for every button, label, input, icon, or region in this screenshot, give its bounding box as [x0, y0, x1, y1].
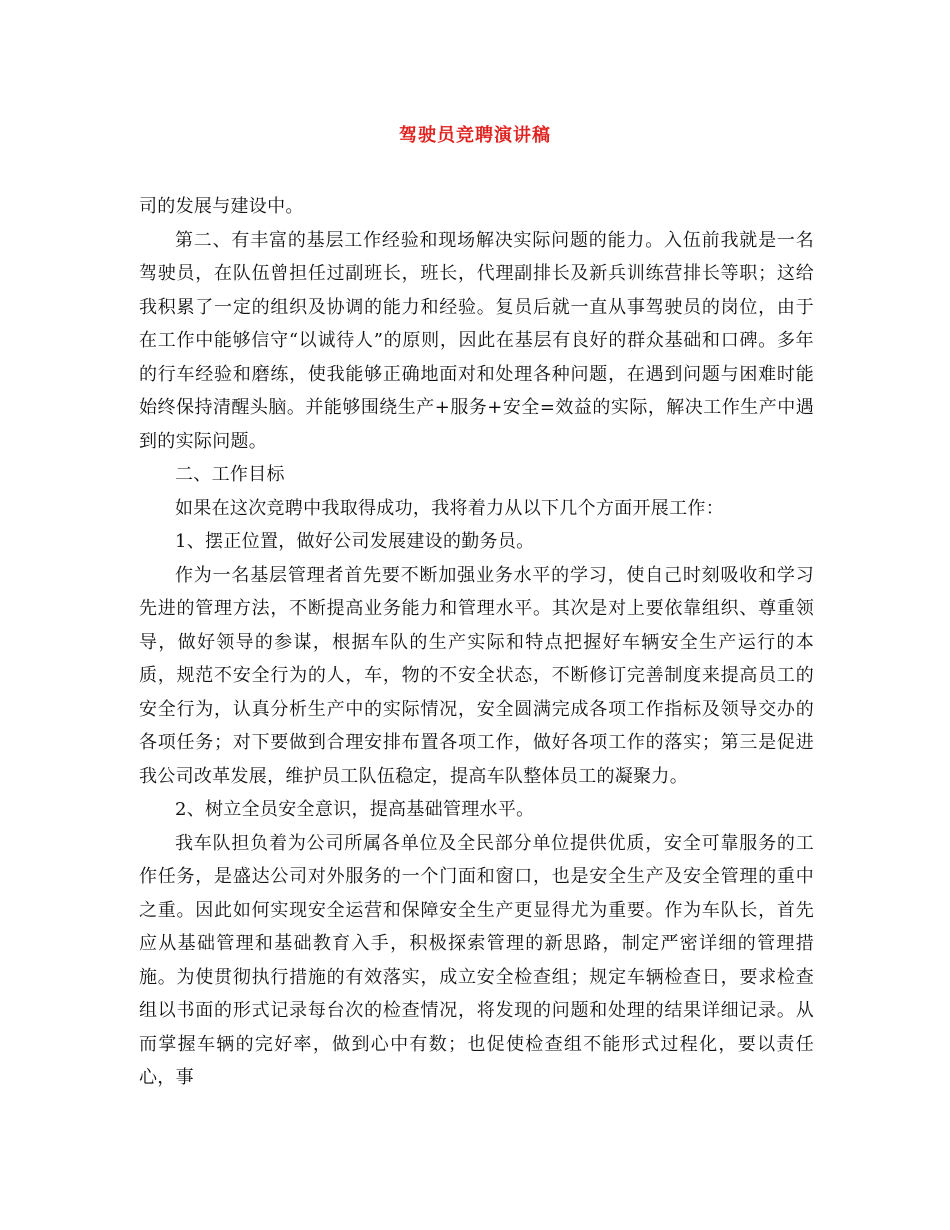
document-body: [139, 190, 814, 1095]
paragraph-intro-goals: 如果在这次竞聘中我取得成功，我将着力从以下几个方面开展工作：: [175, 497, 724, 519]
goal-item-2-heading: 2、树立全员安全意识，提高基础管理水平。: [175, 799, 535, 820]
goal-item-2-body: 我车队担负着为公司所属各单位及全民部分单位提供优质，安全可靠服务的工作任务，是盛达公司对外服务的一个门面和窗口，也是安全生产及安全管理的重中之重。因此如何实现安全运营和保障安全生产更显得尤为重要。作为车队长，首先应从基础管理和基础教育入手，积极探索管理的新思路，制定严密详细的管理措施。为使贯彻执行措施的有效落实，成立安全检查组；规定车辆检查日，要求检查组以书面的形式记录每台次的检查情况，将发现的问题和处理的结果详细记录。从而掌握车辆的完好率，做到心中有数；也促使检查组不能形式过程化，要以责任心，事: [139, 832, 814, 1088]
paragraph-continuation: 司的发展与建设中。: [139, 196, 304, 217]
document-title: 驾驶员竞聘演讲稿: [399, 125, 551, 146]
section-heading-work-goals: 二、工作目标: [175, 464, 285, 485]
paragraph-experience: 第二、有丰富的基层工作经验和现场解决实际问题的能力。入伍前我就是一名驾驶员，在队伍曾担任过副班长，班长，代理副排长及新兵训练营排长等职；这给我积累了一定的组织及协调的能力和经验。复员后就一直从事驾驶员的岗位，由于在工作中能够信守“以诚待人”的原则，因此在基层有良好的群众基础和口碑。多年的行车经验和磨练，使我能够正确地面对和处理各种问题，在遇到问题与困难时能始终保持清醒头脑。并能够围绕生产+服务+安全=效益的实际，解决工作生产中遇到的实际问题。: [139, 229, 814, 452]
goal-item-1-body: 作为一名基层管理者首先要不断加强业务水平的学习，使自己时刻吸收和学习先进的管理方法，不断提高业务能力和管理水平。其次是对上要依靠组织、尊重领导，做好领导的参谋，根据车队的生产实际和特点把握好车辆安全生产运行的本质，规范不安全行为的人，车，物的不安全状态，不断修订完善制度来提高员工的安全行为，认真分析生产中的实际情况，安全圆满完成各项工作指标及领导交办的各项任务；对下要做到合理安排布置各项工作，做好各项工作的落实；第三是促进我公司改革发展，维护员工队伍稳定，提高车队整体员工的凝聚力。: [139, 564, 814, 787]
goal-item-1-heading: 1、摆正位置，做好公司发展建设的勤务员。: [175, 531, 535, 552]
